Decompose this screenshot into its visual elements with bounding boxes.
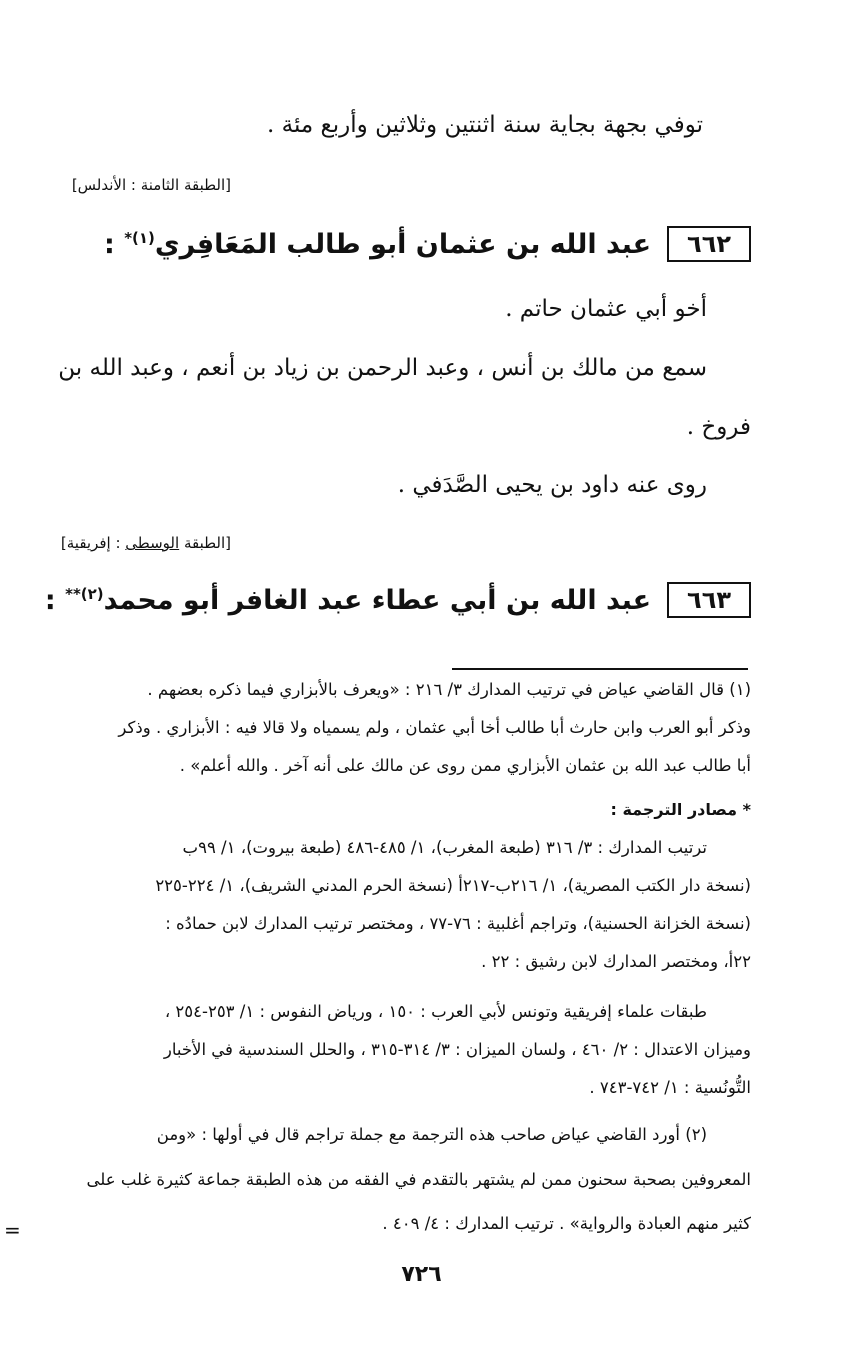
entry-number: ٦٦٣: [667, 582, 751, 618]
sources-line: وميزان الاعتدال : ٢/ ٤٦٠ ، ولسان الميزان : ٣/ ٣١٤-٣١٥ ، والحلل السندسية في الأخبار: [163, 1040, 751, 1059]
body-line: روى عنه داود بن يحيى الصَّدَفي .: [397, 472, 707, 498]
tabaqa-tag-1: [الطبقة الثامنة : الأندلس]: [71, 176, 231, 194]
entry-662-heading: [104, 226, 751, 262]
sources-line: ٢٢أ، ومختصر المدارك لابن رشيق : ٢٢ .: [481, 952, 751, 971]
page-number: ٧٢٦: [401, 1262, 442, 1287]
sources-heading: * مصادر الترجمة :: [610, 800, 751, 819]
footnote-marker: (١)*: [124, 228, 155, 247]
footnote-line: أبا طالب عبد الله بن عثمان الأبزاري ممن روى عن مالك على أنه آخر . والله أعلم» .: [179, 756, 751, 775]
entry-title: عبد الله بن عثمان أبو طالب المَعَافِري$^{(١)*}$ :: [103, 228, 652, 260]
footnote-line: (٢) أورد القاضي عياض صاحب هذه الترجمة مع جملة تراجم قال في أولها : «ومن: [156, 1125, 707, 1144]
body-line: فروخ .: [686, 414, 751, 440]
footnote-line: وذكر أبو العرب وابن حارث أبا طالب أخا أبي عثمان ، ولم يسمياه ولا قالا فيه : الأبزاري . وذكر: [118, 718, 751, 737]
sources-line: (نسخة دار الكتب المصرية)، ١/ ٢١٦ب-٢١٧أ (نسخة الحرم المدني الشريف)، ١/ ٢٢٤-٢٢٥: [155, 876, 751, 895]
entry-title: عبد الله بن أبي عطاء عبد الغافر أبو محمد$^{(٢)**}$ :: [44, 584, 652, 616]
sources-line: التُّونُسية : ١/ ٧٤٢-٧٤٣ .: [589, 1078, 751, 1097]
entry-number: ٦٦٢: [667, 226, 751, 262]
footnote-separator: [452, 668, 748, 670]
entry-663-heading: [45, 582, 751, 618]
sources-line: ترتيب المدارك : ٣/ ٣١٦ (طبعة المغرب)، ١/ ٤٨٥-٤٨٦ (طبعة بيروت)، ١/ ٩٩ب: [182, 838, 707, 857]
footnote-line: كثير منهم العبادة والرواية» . ترتيب المدارك : ٤/ ٤٠٩ .: [382, 1214, 751, 1233]
margin-mark: =: [4, 1218, 21, 1242]
body-line: سمع من مالك بن أنس ، وعبد الرحمن بن زياد بن أنعم ، وعبد الله بن: [58, 355, 707, 381]
footnote-line: المعروفين بصحبة سحنون ممن لم يشتهر بالتقدم في الفقه من هذه الطبقة جماعة كثيرة غلب على: [86, 1170, 751, 1189]
sources-line: (نسخة الخزانة الحسنية)، وتراجم أغلبية : ٧٦-٧٧ ، ومختصر ترتيب المدارك لابن حمادُه :: [165, 914, 751, 933]
tabaqa-tag-2: [الطبقة الوسطى : إفريقية]: [60, 534, 231, 552]
sources-line: طبقات علماء إفريقية وتونس لأبي العرب : ١٥٠ ، ورياض النفوس : ١/ ٢٥٣-٢٥٤ ،: [164, 1002, 707, 1021]
body-line: أخو أبي عثمان حاتم .: [505, 296, 707, 322]
footnote-marker: (٢)**: [65, 584, 104, 603]
closing-line: توفي بجهة بجاية سنة اثنتين وثلاثين وأربع مئة .: [266, 112, 703, 138]
footnote-line: (١) قال القاضي عياض في ترتيب المدارك ٣/ ٢١٦ : «ويعرف بالأبزاري فيما ذكره بعضهم .: [147, 680, 751, 699]
